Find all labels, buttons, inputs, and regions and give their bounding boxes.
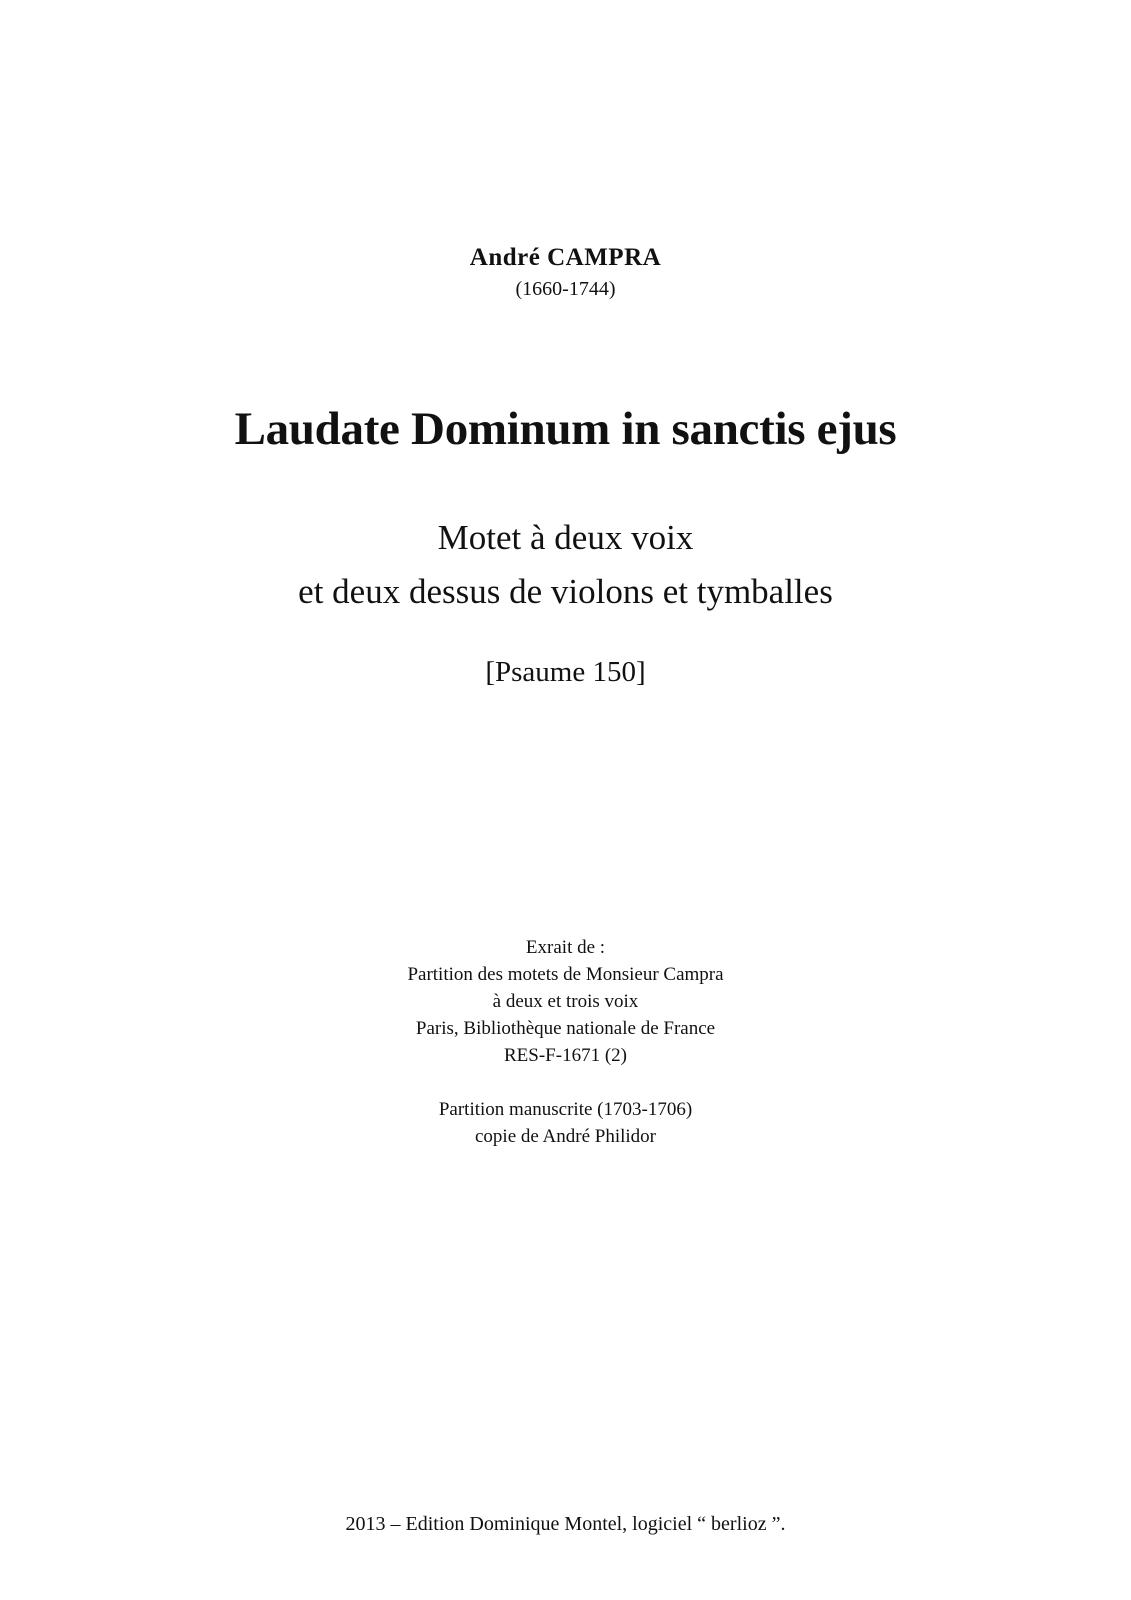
subtitle-line-2: et deux dessus de violons et tymballes [298, 572, 833, 611]
footer-credit: 2013 – Edition Dominique Montel, logiciel “ berlioz ”. [345, 1513, 786, 1535]
source-library: Paris, Bibliothèque nationale de France [415, 1018, 716, 1039]
source-voices: à deux et trois voix [492, 991, 639, 1012]
work-title: Laudate Dominum in sanctis ejus [234, 403, 897, 455]
source-heading: Exrait de : [525, 937, 606, 958]
source-shelfmark: RES-F-1671 (2) [504, 1045, 627, 1066]
source-work: Partition des motets de Monsieur Campra [407, 964, 724, 985]
composer-name: André CAMPRA [469, 244, 662, 271]
subtitle-line-1: Motet à deux voix [437, 518, 694, 557]
source-info [0, 934, 1131, 1150]
psalm-reference: [Psaume 150] [485, 656, 646, 688]
composer-dates: (1660-1744) [515, 278, 616, 300]
spacer [0, 1069, 1131, 1096]
source-copyist: copie de André Philidor [475, 1126, 656, 1147]
source-manuscript: Partition manuscrite (1703-1706) [438, 1099, 693, 1120]
